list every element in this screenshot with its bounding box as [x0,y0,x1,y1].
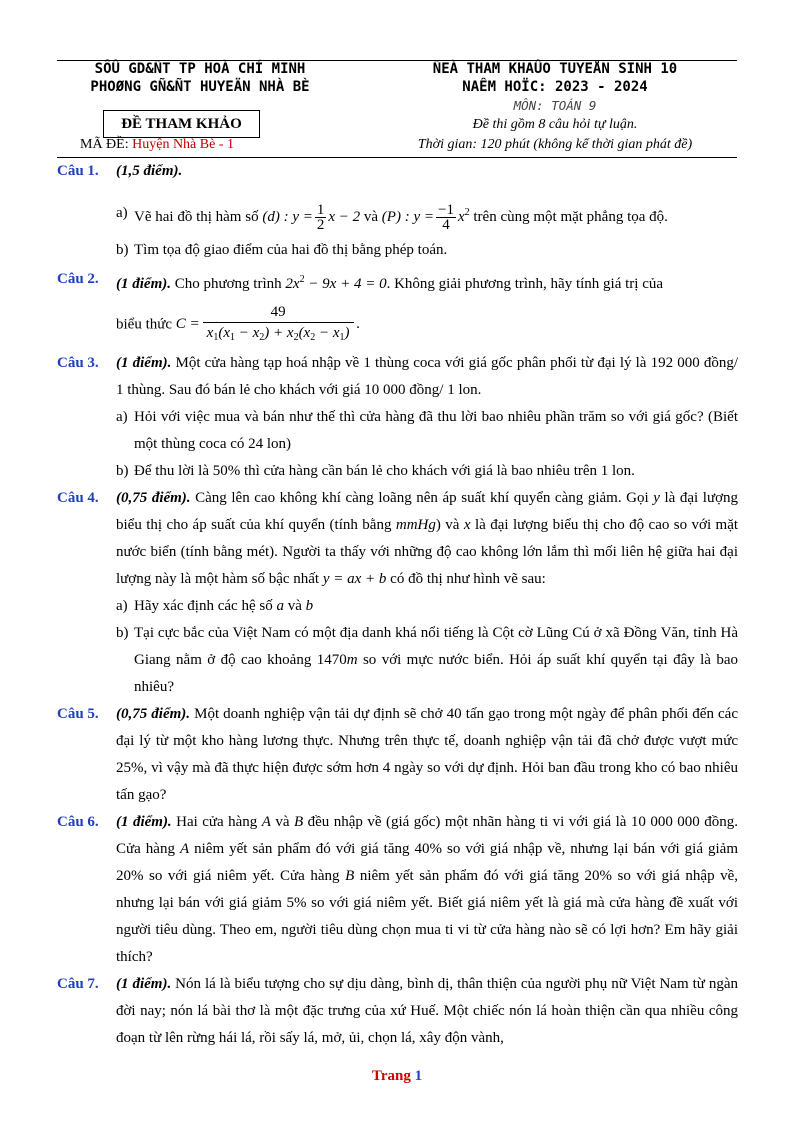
question-text: đều nhập về (giá gốc) một nhãn hàng ti vi với giá là 10 000 000 đồng. Cửa hàng [116,814,738,857]
exam-code-label: MÃ ĐỀ: [80,137,133,152]
expression-denominator: $x_1(x_1 - x_2) + x_2(x_2 - x_1)$ [206,325,350,343]
expression-c: C = $\frac{49}{x_1(x_1 - x_2) + x_2(x_2 - x_1)}$ . [176,316,360,332]
question-3-part-a [116,404,738,458]
part-text: Hỏi với việc mua và bán như thế thì cửa hàng đã thu lời bao nhiêu phần trăm so với giá gốc? (Biết một thùng coca có 24 lon) [134,409,738,452]
expression-line [116,302,738,348]
exam-code [80,137,234,153]
question-text: niêm yết sản phẩm đó với giá tăng 40% so với giá nhập về, nhưng lại bán với giá giảm 20% so với giá niêm yết. Cửa hàng [116,841,738,884]
question-5 [57,701,738,809]
subject-label: MÔN: TOÁN 9 [513,98,597,113]
question-text: và [275,814,290,830]
part-text: trên cùng một mặt phẳng tọa độ. [473,209,668,225]
part-label: a) [116,205,128,221]
question-text: Một cửa hàng tạp hoá nhập về 1 thùng coca với giá gốc phân phối từ đại lý là 192 000 đồng/ 1 thùng. Sau đó bán lẻ cho khách với giá 10 000 đồng/ 1 lon. [116,355,739,398]
question-4-part-a [116,593,738,620]
part-text: và [363,209,379,225]
question-1 [57,158,738,264]
store-a: A [261,814,271,830]
part-text: so với mực nước biển. Hỏi áp suất khí quyển tại đây là bao nhiêu? [134,652,739,695]
question-text: Hai cửa hàng [176,814,258,830]
footer-label: Trang [371,1068,411,1084]
unit-mmhg: mmHg [395,517,436,533]
page-number: 1 [414,1068,423,1084]
question-3-part-b [116,458,738,485]
part-label: b) [116,242,129,258]
reference-exam-box: ĐỀ THAM KHẢO [103,110,260,138]
question-text: biểu thức [116,316,173,333]
equation: $2x^2 - 9x + 4 = 0$ [285,274,387,292]
exam-code-value: Huyện Nhà Bè - 1 [132,137,234,152]
part-text: và [287,598,302,614]
question-label: Câu 1. [57,163,99,179]
question-text: có đồ thị như hình vẽ sau: [390,571,546,587]
part-label: b) [116,625,129,641]
question-7 [57,971,738,1052]
department-line-2: PHOØNG GÑ&ÑT HUYEÄN NHÀ BÈ [90,79,310,95]
part-text: Tìm tọa độ giao điểm của hai đồ thị bằng phép toán. [134,242,448,258]
question-text: . Không giải phương trình, hãy tính giá trị của [386,276,664,292]
question-label: Câu 5. [57,706,99,722]
part-text: Hãy xác định các hệ số [134,598,273,614]
department-line-1: SÔÛ GD&ÑT TP HOÀ CHÍ MINH [94,61,306,77]
question-points: (0,75 điểm). [116,706,191,722]
question-label: Câu 4. [57,490,99,506]
expression-numerator: 49 [203,302,354,323]
linear-function: y = ax + b [322,571,387,587]
var-y: y [653,490,660,506]
question-text: Cho phương trình [174,276,282,292]
question-1-part-b [116,237,738,264]
exam-info-questions: Đề thi gồm 8 câu hỏi tự luận. [472,117,638,132]
question-text: ) và [435,517,460,533]
question-4 [57,485,738,701]
var-x: x [463,517,471,533]
question-label: Câu 2. [57,271,99,287]
question-points: (1,5 điểm). [116,163,183,179]
department-header [60,60,340,96]
question-3 [57,350,738,485]
part-text: Vẽ hai đồ thị hàm số [134,209,259,225]
question-text: là đại lượng biểu thị cho độ cao so với mặt nước biển (tính bằng mét). Người ta thấy với những độ cao không lớn lắm thì mối liên hệ giữa hai đại lượng này là một hàm số bậc nhất [116,517,739,587]
part-text: Để thu lời là 50% thì cửa hàng cần bán lẻ cho khách với giá là bao nhiêu trên 1 lon. [134,463,635,479]
question-6 [57,809,738,971]
coef-b: b [305,598,314,614]
function-d: (d) : y = $\frac{1}{2}$ x − 2 [262,202,361,234]
coef-a: a [276,598,284,614]
question-text: Một doanh nghiệp vận tải dự định sẽ chở 40 tấn gạo trong một ngày để phân phối đến các đại lý từ một kho hàng lương thực. Nhưng trên thực tế, doanh nghiệp vận tải đã chở được vượt mức 25%, vì vậy mà đã thực hiện được sớm hơn 4 ngày so với dự định. Hỏi ban đầu trong kho có bao nhiêu tấn gạo? [116,706,738,803]
question-text: niêm yết sản phẩm đó với giá tăng 20% so với giá nhập về, nhưng lại bán với giá giảm 5% so với giá niêm yết. Biết giá niêm yết là giá mà cửa hàng đề xuất với người tiêu dùng. Theo em, người tiêu dùng chọn mua ti vi từ cửa hàng nào sẽ có lợi hơn? Em hãy giải thích? [116,868,739,965]
part-label: b) [116,463,129,479]
function-p: (P) : y = $\frac{-1}{4}$ $x^2$ [381,202,470,234]
question-points: (1 điểm). [116,976,172,992]
store-b: B [345,868,355,884]
question-text: Nón lá là biểu tượng cho sự dịu dàng, bình dị, thân thiện của người phụ nữ Việt Nam từ ngàn đời nay; nón lá bài thơ là một đặc trưng của xứ Huế. Một chiếc nón lá hoàn thiện cần qua nhiều công đoạn từ lên rừng hái lá, rồi sấy lá, mở, ủi, chọn lá, xây độn vành, [116,976,739,1046]
question-label: Câu 7. [57,976,99,992]
exam-body [57,158,738,1052]
question-2 [57,266,738,348]
part-label: a) [116,409,128,425]
exam-title: ÑEÀ THAM KHAÛO TUYEÅN SINH 10 [432,61,678,77]
question-points: (1 điểm). [116,355,172,371]
question-points: (1 điểm). [116,276,171,292]
question-1-part-a [116,195,738,235]
height-value: 1470m [316,652,358,668]
question-points: (0,75 điểm). [116,490,191,506]
question-4-part-b [116,620,738,701]
question-points: (1 điểm). [116,814,172,830]
part-text: Tại cực bắc của Việt Nam có một địa danh khá nổi tiếng là Cột cờ Lũng Cú ở xã Đồng Văn, tỉnh Hà Giang nằm ở độ cao khoảng [134,625,738,668]
page-footer [0,1068,794,1085]
question-label: Câu 3. [57,355,99,371]
exam-title-header [390,60,720,96]
exam-info-time: Thời gian: 120 phút (không kể thời gian phát đề) [417,137,693,152]
question-label: Câu 6. [57,814,99,830]
question-text: Càng lên cao không khí càng loãng nên áp suất khí quyển càng giảm. Gọi [195,490,649,506]
school-year: NAÊM HOÏC: 2023 - 2024 [462,79,648,95]
store-a: A [179,841,190,857]
question-text: là đại lượng biểu thị cho áp suất của khí quyển (tính bằng [116,490,739,533]
store-b: B [294,814,304,830]
part-label: a) [116,598,128,614]
